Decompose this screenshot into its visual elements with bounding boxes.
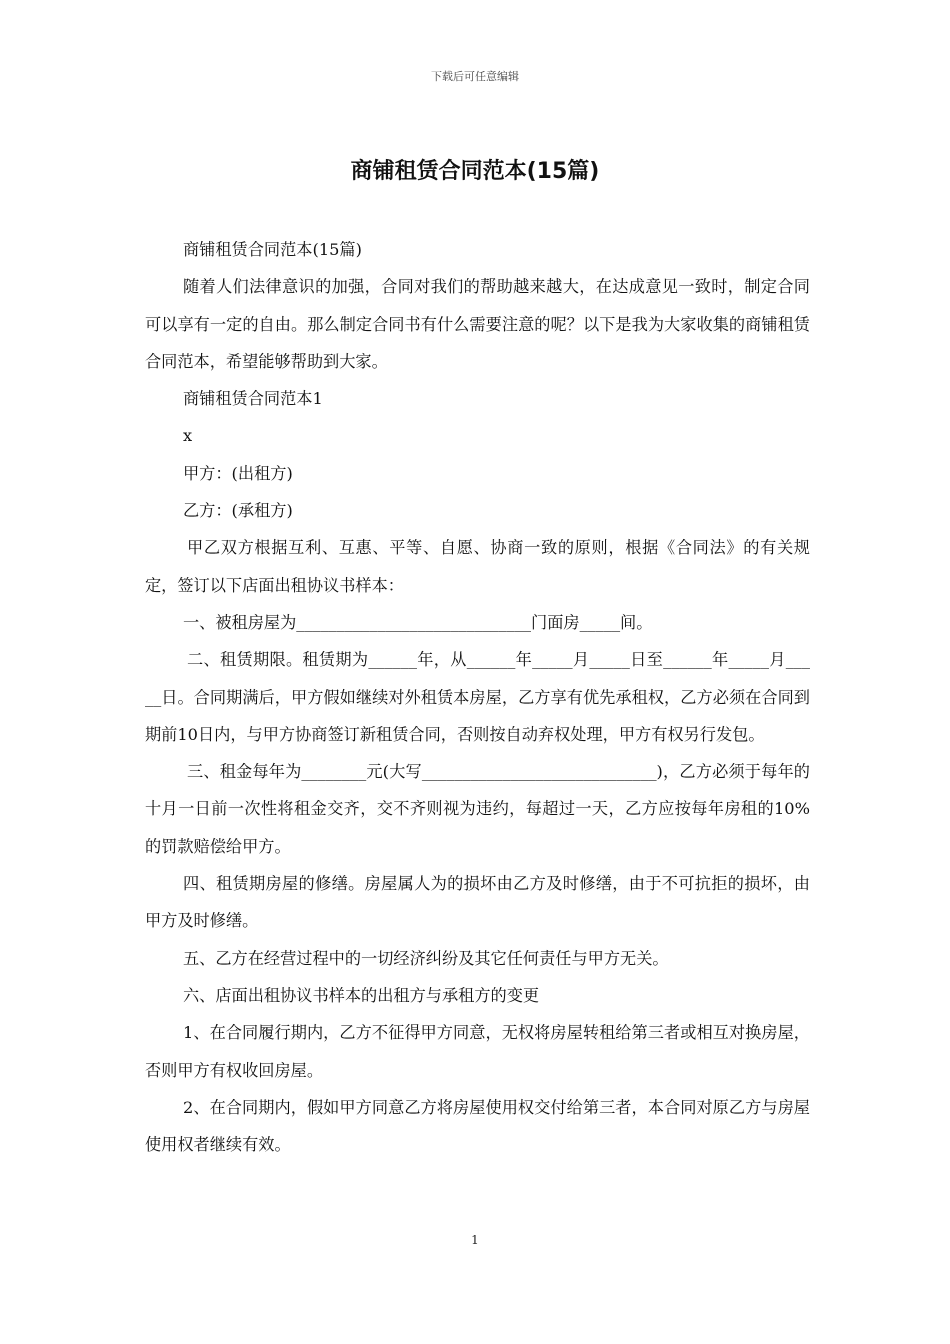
- document-title: 商铺租赁合同范本(15篇): [350, 159, 600, 184]
- paragraph-placeholder-x: x: [183, 426, 193, 446]
- paragraph-clause-1: 一、被租房屋为_____________________________门面房_____间。: [183, 612, 653, 632]
- document-body: [145, 231, 810, 1163]
- paragraph-clause-2: 二、租赁期限。租赁期为______年，从______年_____月_____日至______年_____月_____日。合同期满后，甲方假如继续对外租赁本房屋，乙方享有优先承租权，乙方必须在合同到期前10日内，与甲方协商签订新租赁合同，否则按自动弃权处理，甲方有权另行发包。: [145, 650, 810, 744]
- header-note: 下载后可任意编辑: [431, 70, 519, 83]
- paragraph-clause-6-1: 1、在合同履行期内，乙方不征得甲方同意，无权将房屋转租给第三者或相互对换房屋，否则甲方有权收回房屋。: [145, 1023, 810, 1080]
- page-number: 1: [471, 1233, 479, 1247]
- paragraph-party-b: 乙方：(承租方): [183, 501, 293, 521]
- paragraph-party-a: 甲方：(出租方): [183, 463, 293, 483]
- paragraph-intro: 随着人们法律意识的加强，合同对我们的帮助越来越大，在达成意见一致时，制定合同可以享有一定的自由。那么制定合同书有什么需要注意的呢？以下是我为大家收集的商铺租赁合同范本，希望能够帮助到大家。: [145, 277, 810, 371]
- paragraph-clause-4: 四、租赁期房屋的修缮。房屋属人为的损坏由乙方及时修缮，由于不可抗拒的损坏，由甲方及时修缮。: [145, 874, 810, 931]
- paragraph-agreement-basis: 甲乙双方根据互利、互惠、平等、自愿、协商一致的原则，根据《合同法》的有关规定，签订以下店面出租协议书样本：: [145, 538, 810, 595]
- paragraph-clause-6: 六、店面出租协议书样本的出租方与承租方的变更: [183, 985, 540, 1005]
- paragraph-clause-3: 三、租金每年为________元(大写_____________________________)，乙方必须于每年的十月一日前一次性将租金交齐，交不齐则视为违约，每超过一天，乙方应按每年房租的10%的罚款赔偿给甲方。: [145, 762, 810, 856]
- paragraph-section-heading: 商铺租赁合同范本1: [183, 389, 323, 409]
- paragraph-clause-6-2: 2、在合同期内，假如甲方同意乙方将房屋使用权交付给第三者，本合同对原乙方与房屋使用权者继续有效。: [145, 1097, 810, 1155]
- paragraph-subtitle: 商铺租赁合同范本(15篇): [183, 240, 362, 259]
- paragraph-clause-5: 五、乙方在经营过程中的一切经济纠纷及其它任何责任与甲方无关。: [183, 948, 669, 968]
